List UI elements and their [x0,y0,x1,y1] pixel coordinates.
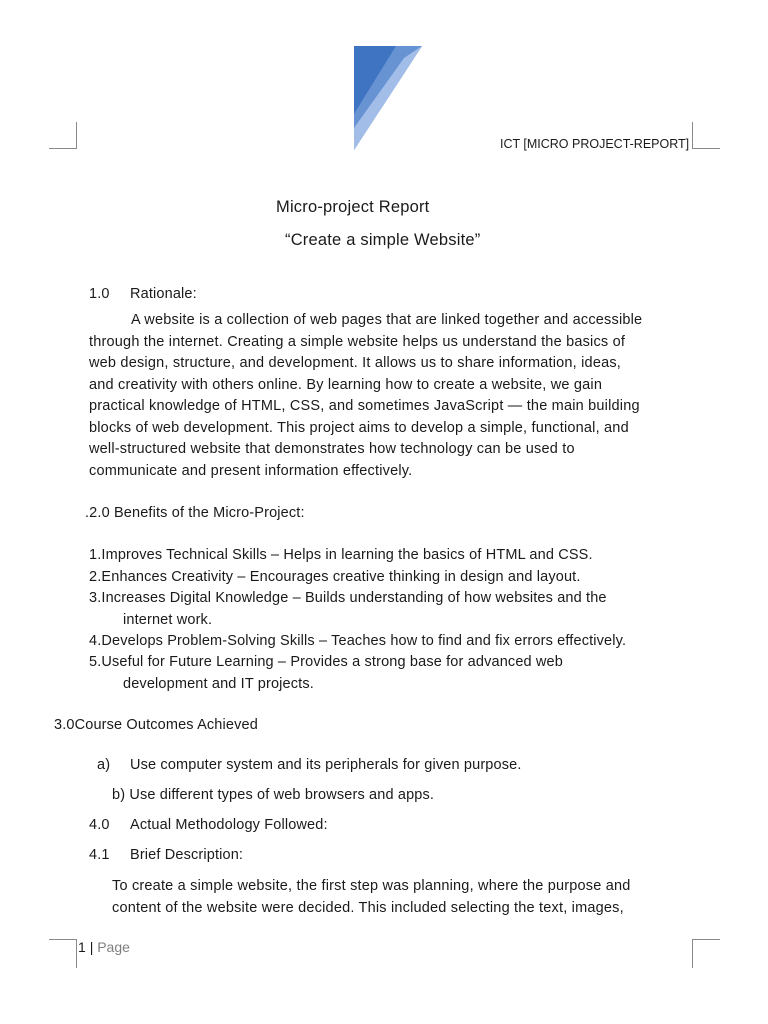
methodology-heading: Actual Methodology Followed: [130,817,328,833]
crop-mark-top-right-v [692,122,693,149]
rationale-line: A website is a collection of web pages that are linked together and accessible [131,312,643,328]
rationale-number: 1.0 [89,286,110,302]
rationale-line: practical knowledge of HTML, CSS, and sometimes JavaScript — the main building [89,398,640,414]
benefit-text: Useful for Future Learning – Provides a strong base for advanced web [101,654,563,670]
benefit-number: 3. [89,590,102,606]
benefit-text-continued: internet work. [123,611,213,628]
rationale-line: and creativity with others online. By learning how to create a website, we gain [89,376,603,393]
benefit-item [89,567,581,589]
benefit-number: 2. [89,569,102,585]
benefit-text: Improves Technical Skills – Helps in learning the basics of HTML and CSS. [101,547,593,563]
rationale-line: communicate and present information effectively. [89,462,413,479]
rationale-line: well-structured website that demonstrates how technology can be used to [89,441,575,457]
page-number: 1 [78,939,86,955]
rationale-line: through the internet. Creating a simple website helps us understand the basics of [89,333,626,350]
rationale-heading: Rationale: [130,286,197,302]
outcome-a-label: a) [97,757,111,773]
benefit-text: Enhances Creativity – Encourages creative thinking in design and layout. [101,569,581,585]
benefit-text-continued: development and IT projects. [123,675,314,692]
page-separator: | [89,939,94,955]
crop-mark-bottom-left-h [49,939,77,940]
description-line: To create a simple website, the first step was planning, where the purpose and [112,878,631,894]
page-label: Page [97,939,130,955]
benefit-item [89,588,607,631]
benefit-text: Develops Problem-Solving Skills – Teaches how to find and fix errors effectively. [101,633,627,649]
description-number: 4.1 [89,847,110,863]
footer-page-number [78,939,130,955]
rationale-paragraph [89,310,689,482]
description-line: content of the website were decided. This included selecting the text, images, [112,899,624,916]
crop-mark-bottom-right-h [692,939,720,940]
benefit-number: 5. [89,654,102,670]
benefit-item [89,545,593,567]
benefit-item [89,631,626,653]
benefit-number: 4. [89,633,102,649]
crop-mark-top-left-v [76,122,77,149]
benefit-item [89,652,563,695]
header-logo-graphic [352,44,426,152]
description-paragraph [112,876,682,919]
report-subtitle: “Create a simple Website” [285,231,481,249]
benefits-heading: .2.0 Benefits of the Micro-Project: [85,505,305,521]
outcome-a-text: Use computer system and its peripherals for given purpose. [130,757,522,773]
rationale-line: web design, structure, and development. It allows us to share information, ideas, [89,355,622,371]
benefit-number: 1. [89,547,102,563]
rationale-line: blocks of web development. This project aims to develop a simple, functional, and [89,419,629,436]
crop-mark-bottom-right-v [692,939,693,968]
benefit-text: Increases Digital Knowledge – Builds understanding of how websites and the [101,590,607,606]
running-header-title: ICT [MICRO PROJECT-REPORT] [500,137,690,151]
crop-mark-top-left-h [49,148,77,149]
outcome-b-text: b) Use different types of web browsers and apps. [112,787,435,803]
crop-mark-bottom-left-v [76,939,77,968]
description-heading: Brief Description: [130,847,244,863]
report-title: Micro-project Report [276,198,430,216]
outcomes-heading: 3.0Course Outcomes Achieved [54,717,258,733]
methodology-number: 4.0 [89,817,110,833]
crop-mark-top-right-h [692,148,720,149]
